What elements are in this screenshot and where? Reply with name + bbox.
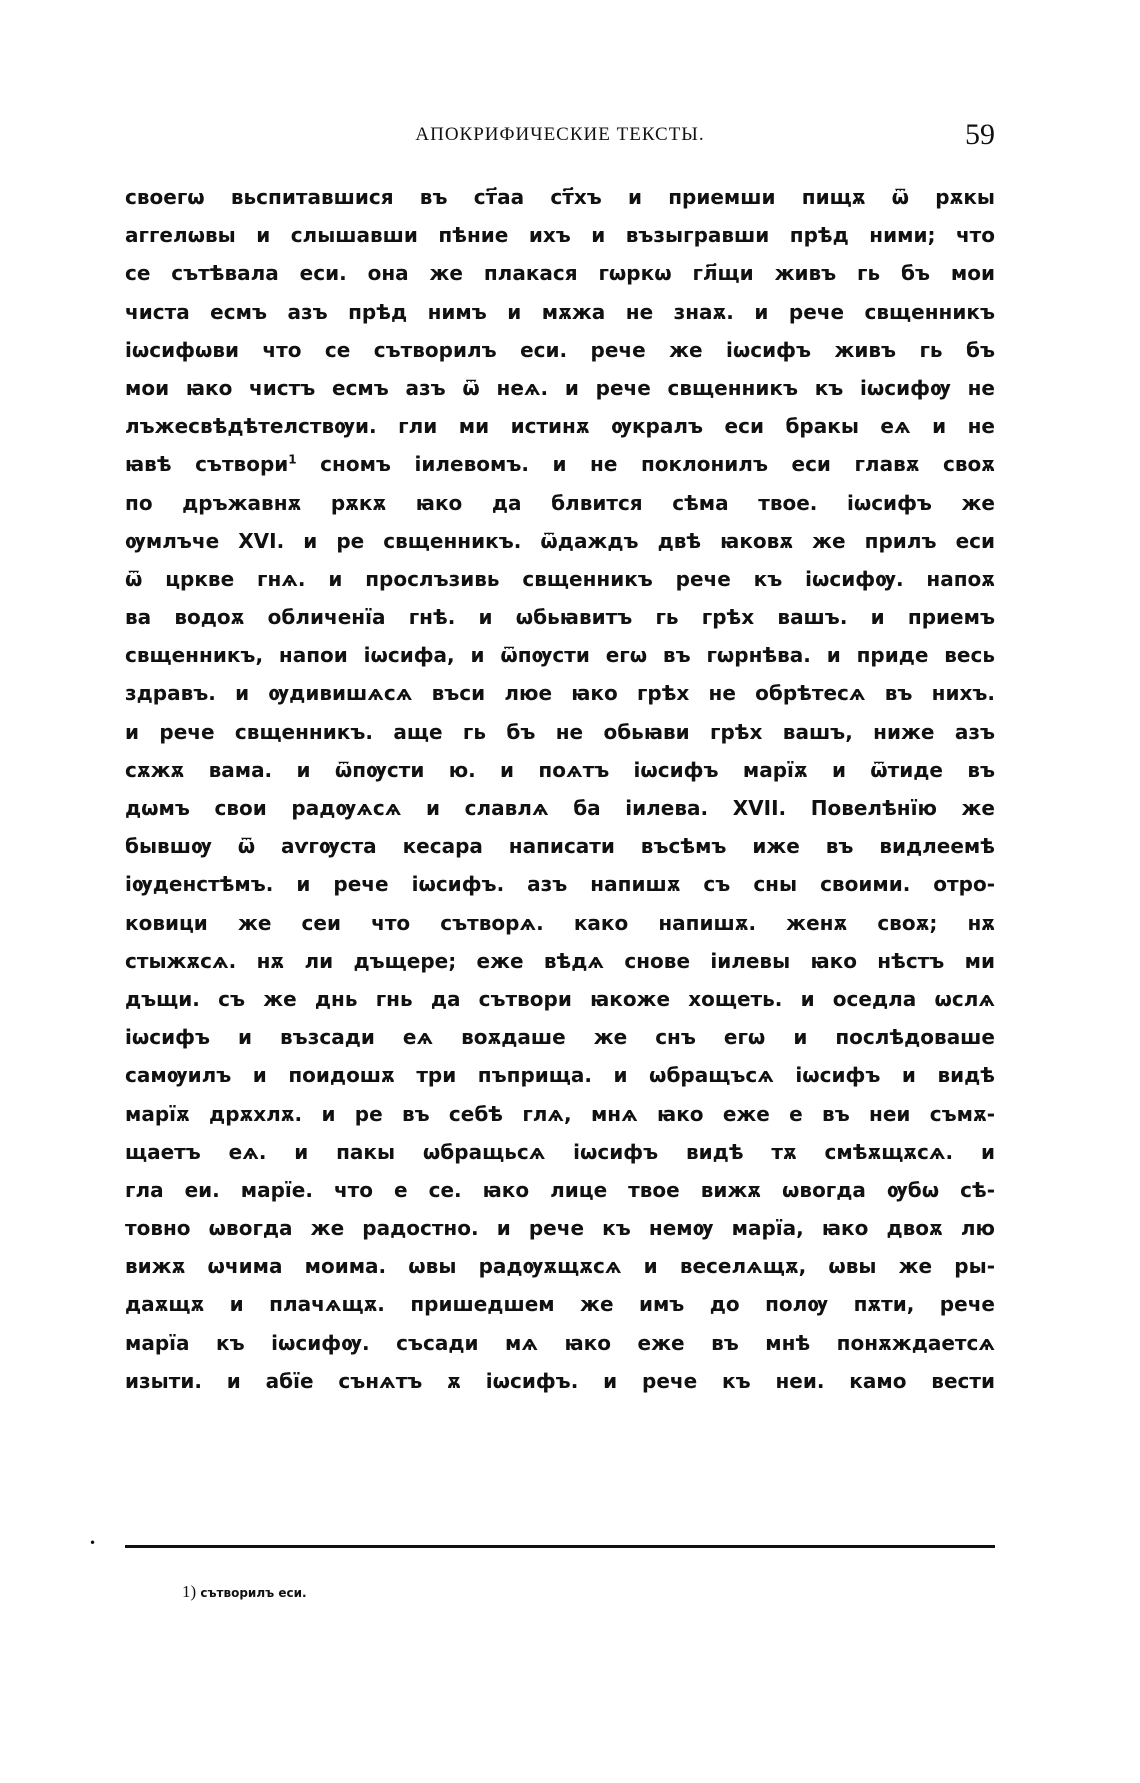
text-line: іѹденстѣмъ. и рече іѡсифъ. азъ напишѫ съ сны своими. отро- [125, 872, 995, 897]
text-line: іѡсифѡви что се сътворилъ еси. рече же іѡсифъ живъ гь бъ [125, 337, 995, 362]
text-line: щаетъ еѧ. и пакы ѡбращьсѧ іѡсифъ видѣ тѫ смѣѫщѫсѧ. и [125, 1139, 995, 1164]
running-head [125, 118, 995, 154]
page-number: 59 [965, 118, 995, 151]
text-line: стыжѫсѧ. нѫ ли дъщере; еже вѣдѧ снове іилевы ꙗко нѣстъ ми [125, 948, 995, 973]
text-line: своегѡ вьспитавшися въ ст҃аа ст҃хъ и приемши пищѫ ѿ рѫкы [125, 185, 995, 209]
body-text [125, 178, 995, 1400]
footnote-number: 1) [182, 1582, 197, 1601]
text-line: чиста есмъ азъ прѣд нимъ и мѫжа не знаѫ. и рече свщенникъ [125, 299, 995, 324]
text-line: сѫжѫ вама. и ѿпѹсти ю. и поѧтъ іѡсифъ марїѫ и ѿтиде въ [125, 757, 995, 782]
footnote-text: сътворилъ еси. [200, 1586, 307, 1600]
text-line: марїѫ дрѫхлѫ. и ре въ себѣ глѧ, мнѧ ꙗко еже е въ неи съмѫ- [125, 1101, 995, 1126]
text-line: ѿ црквe гнѧ. и прослъзивь свщенникъ рече къ іѡсифѹ. напоѫ [125, 566, 995, 591]
text-line: изыти. и абїе сънѧтъ ѫ іѡсифъ. и рече къ неи. камо вести [125, 1368, 995, 1393]
text-line: ва водоѫ обличенїа гнѣ. и ѡбьꙗвитъ гь грѣх вашъ. и приемъ [125, 605, 995, 630]
text-line-with-footnote [125, 445, 995, 483]
footnote-marker: 1 [288, 452, 297, 467]
text-line: вижѫ ѡчима моима. ѡвы радѹѫщѫсѧ и веселѧщѫ, ѡвы же ры- [125, 1254, 995, 1279]
text-line: ковици же сеи что сътворѧ. како напишѫ. женѫ своѫ; нѫ [125, 910, 995, 935]
text-line: дѡмъ свои радѹѧсѧ и славлѧ ба іилева. XVII. Повелѣнїю же [125, 796, 995, 820]
text-line: гла еи. марїе. что е се. ꙗко лице твое вижѫ ѡвогда ѹбѡ сѣ- [125, 1177, 995, 1202]
text-line: товно ѡвогда же радостно. и рече къ немѹ марїа, ꙗко двоѫ лю [125, 1216, 995, 1241]
text-line: марїа къ іѡсифѹ. съсади мѧ ꙗко еже въ мнѣ понѫждаетсѧ [125, 1330, 995, 1355]
text-line-segment: ꙗвѣ сътвори$^1$ сномъ іилевомъ. и не поклонилъ еси главѫ своѫ [125, 452, 995, 477]
text-line: свщенникъ, напои іѡсифа, и ѿпѹсти егѡ въ гѡрнѣва. и приде весь [125, 643, 995, 668]
text-line: аггелѡвы и слышавши пѣние ихъ и възыгравши прѣд ними; что [125, 223, 995, 248]
text-line: мои ꙗко чистъ есмъ азъ ѿ неѧ. и рече свщенникъ къ іѡсифѹ не [125, 375, 995, 400]
text-line: іѡсифъ и възсади еѧ воѫдаше же снъ егѡ и послѣдоваше [125, 1025, 995, 1050]
text-line: и рече свщенникъ. аще гь бъ не обьꙗви грѣх вашъ, ниже азъ [125, 719, 995, 744]
text-line: бывшѹ ѿ аѵгѹста кесара написати въсѣмъ иже въ видлеемѣ [125, 834, 995, 859]
text-line: даѫщѫ и плачѧщѫ. пришедшем же имъ до полѹ пѫти, рече [125, 1292, 995, 1317]
margin-dot: • [89, 1536, 97, 1550]
running-title: АПОКРИФИЧЕСКИЕ ТЕКСТЫ. [415, 124, 705, 145]
text-line: лъжесвѣдѣтелствѹи. гли ми истинѫ ѹкралъ еси бракы еѧ и не [125, 414, 995, 439]
footnote-rule [125, 1545, 995, 1548]
text-line: дъщи. съ же днь гнь да сътвори ꙗкоже хощеть. и оседла ѡслѧ [125, 986, 995, 1011]
text-line: се сътѣвала еси. она же плакася гѡркѡ гл҃щи живъ гь бъ мои [125, 261, 995, 286]
text-line: здравъ. и ѹдивишѧсѧ въси люе ꙗко грѣх не обрѣтесѧ въ нихъ. [125, 681, 995, 706]
text-line: самѹилъ и поидошѫ три пъприща. и ѡбращъсѧ іѡсифъ и видѣ [125, 1063, 995, 1088]
text-line: ѹмлъче XVI. и ре свщенникъ. ѿдаждъ двѣ ꙗковѫ же прилъ еси [125, 528, 995, 553]
text-line: по дръжавнѫ рѫкѫ ꙗко да блвится сѣма твое. іѡсифъ же [125, 490, 995, 515]
footnote [182, 1582, 307, 1602]
